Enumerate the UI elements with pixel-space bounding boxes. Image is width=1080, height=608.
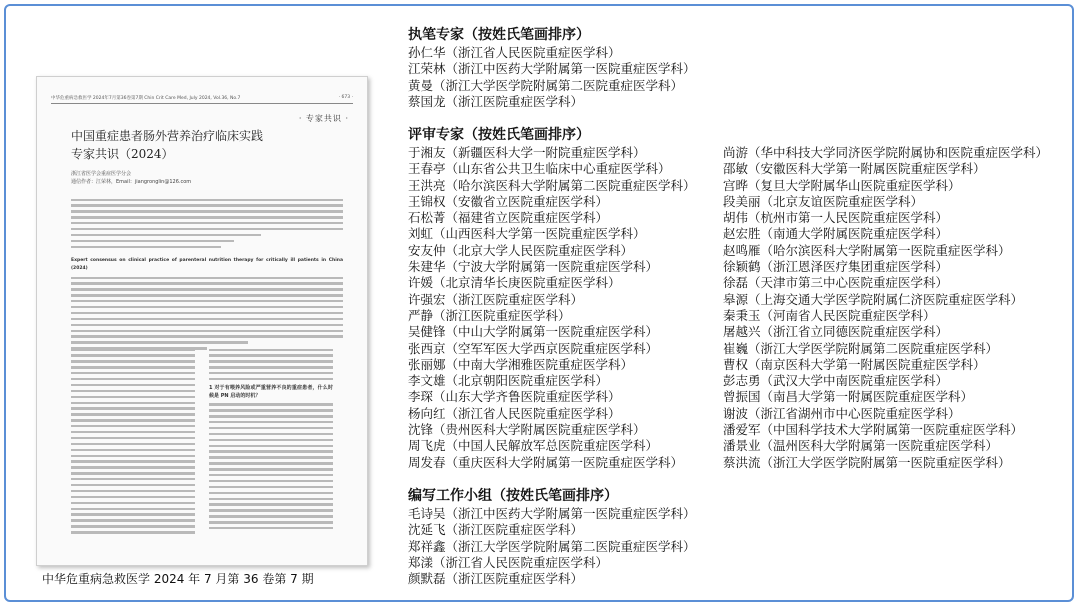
paper-thumbnail	[36, 76, 368, 566]
paper-page-number: · 673 ·	[338, 95, 353, 100]
expert-entry: 王锦权（安徽省立医院重症医学科）	[408, 193, 609, 209]
paper-header-text: 中华危重病急救医学 2024年7月第36卷第7期 Chin Crit Care Med, July 2024, Vol.36, No.7	[51, 96, 241, 101]
member-entry: 毛诗吴（浙江中医药大学附属第一医院重症医学科）	[408, 506, 696, 521]
expert-entry: 蔡洪流（浙江大学医学院附属第一医院重症医学科）	[723, 454, 1011, 470]
expert-entry: 许强宏（浙江医院重症医学科）	[408, 291, 584, 307]
paper-title-line1: 中国重症患者肠外营养治疗临床实践	[71, 129, 264, 143]
expert-entry: 屠越兴（浙江省立同德医院重症医学科）	[723, 324, 949, 340]
paper-body-col1	[71, 345, 195, 537]
expert-entry: 赵宏胜（南通大学附属医院重症医学科）	[723, 226, 949, 242]
section-title: 评审专家（按姓氏笔画排序）	[408, 127, 590, 143]
expert-entry: 安友仲（北京大学人民医院重症医学科）	[408, 242, 634, 258]
paper-header	[51, 95, 353, 104]
paper-body-col2	[209, 345, 333, 533]
expert-entry: 皋源（上海交通大学医学院附属仁济医院重症医学科）	[723, 291, 1024, 307]
expert-entry: 王洪亮（哈尔滨医科大学附属第二医院重症医学科）	[408, 177, 696, 193]
paper-section-1: 1 对于有喂养风险或严重营养不良的重症患者，什么时候是 PN 启动的时机？	[209, 384, 333, 399]
expert-entry: 石松菁（福建省立医院重症医学科）	[408, 210, 609, 226]
paper-title-line2: 专家共识（2024）	[71, 147, 174, 161]
expert-entry: 徐颖鹤（浙江恩泽医疗集团重症医学科）	[723, 259, 949, 275]
expert-entry: 胡伟（杭州市第一人民医院重症医学科）	[723, 210, 949, 226]
expert-entry: 尚游（华中科技大学同济医学院附属协和医院重症医学科）	[723, 145, 1049, 160]
member-entry: 郑祥鑫（浙江大学医学院附属第二医院重症医学科）	[408, 538, 696, 554]
expert-entry: 周发春（重庆医科大学附属第一医院重症医学科）	[408, 454, 684, 470]
paper-abstract-cn	[71, 195, 343, 252]
expert-entry: 潘景业（温州医科大学附属第一医院重症医学科）	[723, 438, 999, 454]
paper-abstract-en	[71, 255, 343, 353]
expert-entry: 谢波（浙江省湖州市中心医院重症医学科）	[723, 405, 961, 421]
member-entry: 颜默磊（浙江医院重症医学科）	[408, 571, 584, 587]
expert-entry: 赵鸣雁（哈尔滨医科大学附属第一医院重症医学科）	[723, 242, 1011, 258]
expert-entry: 邵敏（安徽医科大学第一附属医院重症医学科）	[723, 161, 986, 177]
paper-en-title: Expert consensus on clinical practice of parenteral nutrition therapy for critically ill patients in China (2024)	[71, 258, 343, 271]
expert-entry: 杨向红（浙江省人民医院重症医学科）	[408, 405, 621, 421]
expert-entry: 徐磊（天津市第三中心医院重症医学科）	[723, 275, 949, 291]
expert-entry: 曹权（南京医科大学第一附属医院重症医学科）	[723, 356, 986, 372]
expert-entry: 李文雄（北京朝阳医院重症医学科）	[408, 373, 609, 389]
expert-entry: 孙仁华（浙江省人民医院重症医学科）	[408, 45, 621, 60]
expert-entry: 朱建华（宁波大学附属第一医院重症医学科）	[408, 259, 659, 275]
paper-authors	[71, 170, 191, 186]
expert-entry: 刘虹（山西医科大学第一医院重症医学科）	[408, 226, 646, 242]
expert-entry: 张西京（空军军医大学西京医院重症医学科）	[408, 340, 659, 356]
expert-entry: 潘爱军（中国科学技术大学附属第一医院重症医学科）	[723, 422, 1024, 438]
expert-entry: 黄曼（浙江大学医学院附属第二医院重症医学科）	[408, 77, 684, 93]
section-title: 编写工作小组（按姓氏笔画排序）	[408, 488, 618, 504]
paper-corresponding: 通信作者：江荣林，Email：jiangronglin@126.com	[71, 179, 192, 185]
section-title: 执笔专家（按姓氏笔画排序）	[408, 27, 590, 43]
expert-entry: 严静（浙江医院重症医学科）	[408, 307, 571, 323]
expert-entry: 于湘友（新疆医科大学一附院重症医学科）	[408, 145, 646, 160]
expert-entry: 李琛（山东大学齐鲁医院重症医学科）	[408, 389, 621, 405]
paper-org: 浙江省医学会重症医学分会	[71, 171, 132, 177]
expert-entry: 江荣林（浙江中医药大学附属第一医院重症医学科）	[408, 61, 696, 77]
member-entry: 沈延飞（浙江医院重症医学科）	[408, 522, 584, 538]
journal-footer: 中华危重病急救医学 2024 年 7 月第 36 卷第 7 期	[42, 572, 314, 586]
expert-entry: 许媛（北京清华长庚医院重症医学科）	[408, 275, 621, 291]
review-experts-right-column	[723, 145, 1048, 471]
expert-entry: 蔡国龙（浙江医院重症医学科）	[408, 93, 584, 109]
section-writing-experts	[408, 26, 696, 110]
paper-title	[71, 127, 263, 163]
member-entry: 郑漾（浙江省人民医院重症医学科）	[408, 554, 609, 570]
expert-entry: 沈锋（贵州医科大学附属医院重症医学科）	[408, 422, 646, 438]
expert-entry: 吴健锋（中山大学附属第一医院重症医学科）	[408, 324, 659, 340]
expert-entry: 张丽娜（中南大学湘雅医院重症医学科）	[408, 356, 634, 372]
expert-entry: 周飞虎（中国人民解放军总医院重症医学科）	[408, 438, 659, 454]
review-experts-left-column	[408, 145, 696, 471]
expert-entry: 曾振国（南昌大学第一附属医院重症医学科）	[723, 389, 974, 405]
section-working-group	[408, 487, 696, 587]
expert-entry: 段美丽（北京友谊医院重症医学科）	[723, 193, 924, 209]
paper-column-tag: · 专家共识 ·	[298, 114, 349, 123]
expert-entry: 王春亭（山东省公共卫生临床中心重症医学科）	[408, 161, 671, 177]
expert-entry: 彭志勇（武汉大学中南医院重症医学科）	[723, 373, 949, 389]
section-review-experts	[408, 126, 696, 471]
expert-entry: 秦秉玉（河南省人民医院重症医学科）	[723, 307, 936, 323]
expert-entry: 崔巍（浙江大学医学院附属第二医院重症医学科）	[723, 340, 999, 356]
expert-entry: 宫晔（复旦大学附属华山医院重症医学科）	[723, 177, 961, 193]
